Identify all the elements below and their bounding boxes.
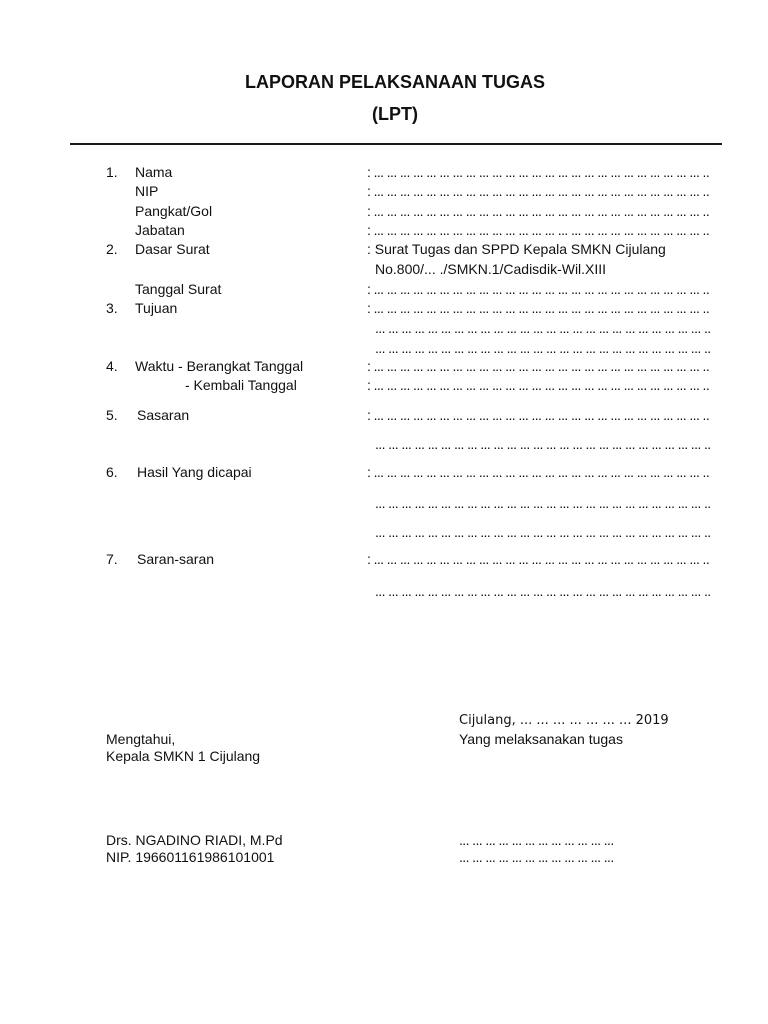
- field-kembali[interactable]: : ... ... ... ... ... ... ... ... ... ... ... ... ... ... ... ... ... ... ... ... ... ... ... ... ... ..: [367, 377, 710, 393]
- field-nama[interactable]: : ... ... ... ... ... ... ... ... ... ... ... ... ... ... ... ... ... ... ... ... ... ... ... ... ... ..: [367, 164, 710, 180]
- field-saran-line-2[interactable]: ... ... ... ... ... ... ... ... ... ... ... ... ... ... ... ... ... ... ... ... ... ... ... ... ... ..: [375, 583, 711, 599]
- label-jabatan: Jabatan: [135, 222, 185, 238]
- item-number-6: 6.: [106, 464, 118, 480]
- value-dasar-surat-2: No.800/... ./SMKN.1/Cadisdik-Wil.XIII: [375, 261, 607, 277]
- label-berangkat: Waktu - Berangkat Tanggal: [135, 358, 304, 374]
- label-tujuan: Tujuan: [135, 300, 178, 316]
- field-sasaran[interactable]: : ... ... ... ... ... ... ... ... ... ... ... ... ... ... ... ... ... ... ... ... ... ... ... ... ... ..: [367, 407, 710, 423]
- field-saran[interactable]: : ... ... ... ... ... ... ... ... ... ... ... ... ... ... ... ... ... ... ... ... ... ... ... ... ... ..: [367, 551, 710, 567]
- kepala-sekolah-nip: NIP. 196601161986101001: [106, 849, 275, 865]
- field-berangkat[interactable]: : ... ... ... ... ... ... ... ... ... ... ... ... ... ... ... ... ... ... ... ... ... ... ... ... ... ..: [367, 358, 710, 374]
- item-number-4: 4.: [106, 358, 118, 374]
- field-tujuan-line-2[interactable]: ... ... ... ... ... ... ... ... ... ... ... ... ... ... ... ... ... ... ... ... ... ... ... ... ... ..: [375, 320, 711, 336]
- kepala-sekolah-label: Kepala SMKN 1 Cijulang: [106, 748, 261, 764]
- label-dasar-surat: Dasar Surat: [135, 241, 210, 257]
- value-dasar-surat-1: : Surat Tugas dan SPPD Kepala SMKN Cijulang: [367, 241, 666, 257]
- kepala-sekolah-name: Drs. NGADINO RIADI, M.Pd: [106, 832, 283, 848]
- field-hasil-line-3[interactable]: ... ... ... ... ... ... ... ... ... ... ... ... ... ... ... ... ... ... ... ... ... ... ... ... ... ..: [375, 524, 711, 540]
- field-jabatan[interactable]: : ... ... ... ... ... ... ... ... ... ... ... ... ... ... ... ... ... ... ... ... ... ... ... ... ... ..: [367, 222, 710, 238]
- item-number-3: 3.: [106, 300, 118, 316]
- label-hasil: Hasil Yang dicapai: [137, 464, 252, 480]
- label-pangkat: Pangkat/Gol: [135, 203, 213, 219]
- place-date: Cijulang, ... ... ... ... ... ... ... 2019: [459, 713, 669, 728]
- header-divider: [70, 143, 722, 145]
- field-tujuan[interactable]: : ... ... ... ... ... ... ... ... ... ... ... ... ... ... ... ... ... ... ... ... ... ... ... ... ... ..: [367, 300, 710, 316]
- label-sasaran: Sasaran: [137, 407, 190, 423]
- item-number-5: 5.: [106, 407, 118, 423]
- field-hasil-line-2[interactable]: ... ... ... ... ... ... ... ... ... ... ... ... ... ... ... ... ... ... ... ... ... ... ... ... ... ..: [375, 495, 711, 511]
- label-nip: NIP: [135, 183, 159, 199]
- item-number-7: 7.: [106, 551, 118, 567]
- field-hasil[interactable]: : ... ... ... ... ... ... ... ... ... ... ... ... ... ... ... ... ... ... ... ... ... ... ... ... ... ..: [367, 464, 710, 480]
- label-kembali: - Kembali Tanggal: [185, 377, 297, 393]
- page-subtitle: (LPT): [372, 104, 418, 124]
- field-nip[interactable]: : ... ... ... ... ... ... ... ... ... ... ... ... ... ... ... ... ... ... ... ... ... ... ... ... ... ..: [367, 183, 710, 199]
- label-saran: Saran-saran: [137, 551, 215, 567]
- field-tujuan-line-3[interactable]: ... ... ... ... ... ... ... ... ... ... ... ... ... ... ... ... ... ... ... ... ... ... ... ... ... ..: [375, 340, 711, 356]
- label-tanggal-surat: Tanggal Surat: [135, 281, 222, 297]
- field-tanggal-surat[interactable]: : ... ... ... ... ... ... ... ... ... ... ... ... ... ... ... ... ... ... ... ... ... ... ... ... ... ..: [367, 281, 710, 297]
- field-sasaran-line-2[interactable]: ... ... ... ... ... ... ... ... ... ... ... ... ... ... ... ... ... ... ... ... ... ... ... ... ... ..: [375, 436, 711, 452]
- pelaksana-label: Yang melaksanakan tugas: [459, 731, 623, 747]
- item-number-1: 1.: [106, 164, 118, 180]
- mengetahui-label: Mengtahui,: [106, 731, 176, 747]
- field-pangkat[interactable]: : ... ... ... ... ... ... ... ... ... ... ... ... ... ... ... ... ... ... ... ... ... ... ... ... ... ..: [367, 203, 710, 219]
- item-number-2: 2.: [106, 241, 118, 257]
- label-nama: Nama: [135, 164, 173, 180]
- pelaksana-nip-field[interactable]: ... ... ... ... ... ... ... ... ... ... ... ...: [459, 849, 614, 865]
- page-title: LAPORAN PELAKSANAAN TUGAS: [244, 72, 545, 92]
- pelaksana-name-field[interactable]: ... ... ... ... ... ... ... ... ... ... ... ...: [459, 832, 614, 848]
